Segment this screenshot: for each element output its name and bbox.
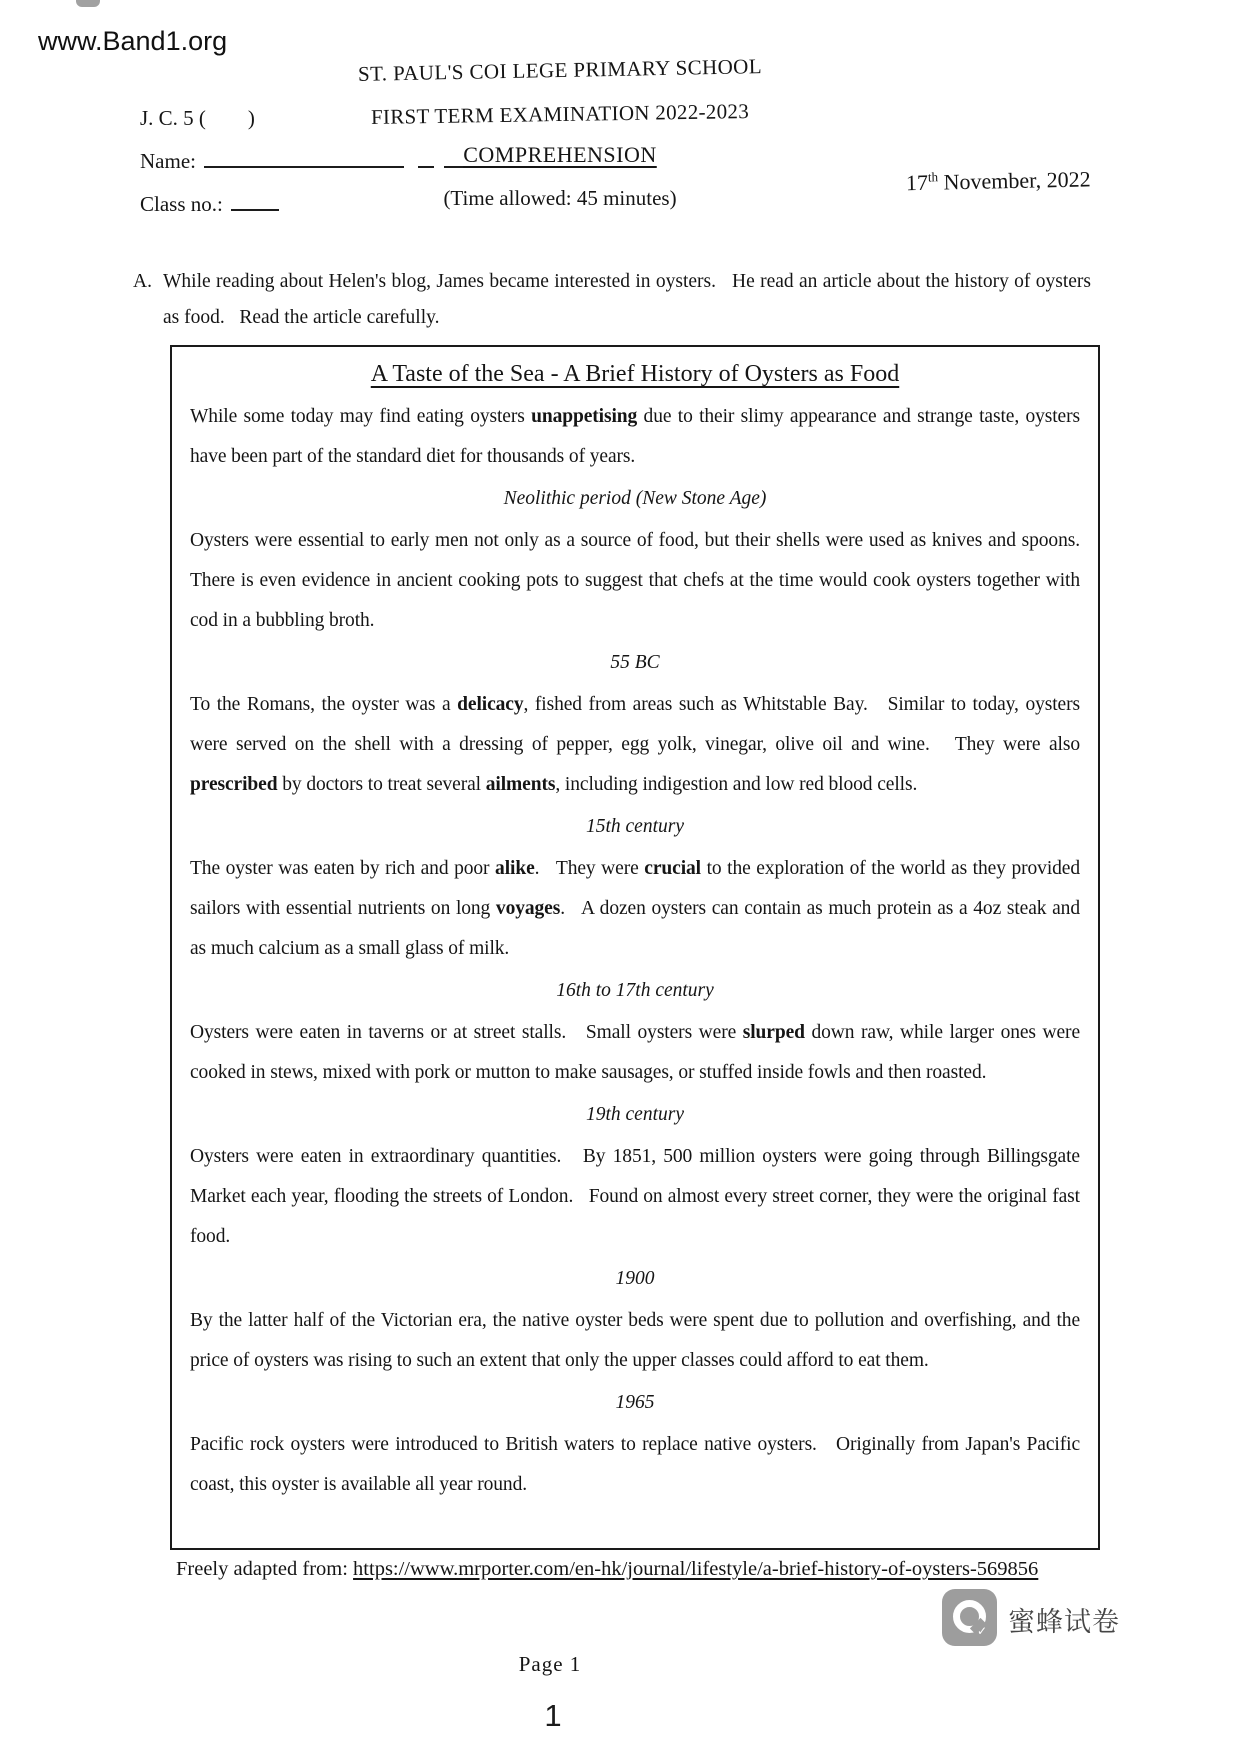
section-a <box>133 264 1096 336</box>
name-label: Name: <box>140 149 196 173</box>
era-heading-16th-17th-century: 16th to 17th century <box>556 980 714 1001</box>
era-paragraph-16th-17th-century: Oysters were eaten in taverns or at street stalls. Small oysters were slurped down raw, while larger ones were cooked in stews, mixed with pork or mutton to make sausages, or stuffed inside fowls and then roasted. <box>190 1022 1085 1083</box>
class-no-label: Class no.: <box>140 192 223 216</box>
article-intro-paragraph: While some today may find eating oysters unappetising due to their slimy appearance and strange taste, oysters have been part of the standard diet for thousands of years. <box>190 406 1085 467</box>
era-heading-15th-century: 15th century <box>585 816 684 837</box>
era-heading-neolithic: Neolithic period (New Stone Age) <box>503 488 767 509</box>
article-title: A Taste of the Sea - A Brief History of Oysters as Food <box>370 361 900 387</box>
class-line: J. C. 5 ( ) <box>140 106 255 130</box>
bee-icon-checkmark: ✓ <box>976 1624 987 1638</box>
exam-title: FIRST TERM EXAMINATION 2022-2023 <box>370 99 750 129</box>
subject-title: COMPREHENSION <box>463 142 657 167</box>
time-allowed: (Time allowed: 45 minutes) <box>443 186 677 210</box>
watermark-text: www.Band1.org <box>38 26 228 56</box>
exam-date <box>906 166 1091 196</box>
era-paragraph-19th-century: Oysters were eaten in extraordinary quantities. By 1851, 500 million oysters were going through Billingsgate Market each year, flooding the streets of London. Found on almost every street corner, they were the original fast food. <box>190 1146 1085 1247</box>
brand-name: 蜜蜂试卷 <box>1008 1607 1120 1637</box>
article-box <box>170 345 1100 1550</box>
era-paragraph-55bc: To the Romans, the oyster was a delicacy, fished from areas such as Whitstable Bay. Similar to today, oysters were served on the shell with a dressing of pepper, egg yolk, vinegar, olive oil and wine. They were also prescribed by doctors to treat several ailments, including indigestion and low red blood cells. <box>190 694 1085 795</box>
scan-artifact-mark <box>76 0 100 7</box>
page-label: Page 1 <box>518 1652 582 1676</box>
era-heading-55bc: 55 BC <box>610 652 660 673</box>
era-heading-1900: 1900 <box>615 1268 655 1289</box>
section-a-label: A. <box>133 271 152 292</box>
page-number: 1 <box>544 1698 562 1733</box>
source-url: https://www.mrporter.com/en-hk/journal/lifestyle/a-brief-history-of-oysters-569856 <box>353 1558 1039 1580</box>
source-attribution <box>176 1558 1038 1581</box>
date-month-year: November, 2022 <box>937 166 1091 195</box>
date-ordinal: th <box>927 169 939 185</box>
school-name: ST. PAUL'S COI LEGE PRIMARY SCHOOL <box>357 54 763 86</box>
era-heading-19th-century: 19th century <box>585 1104 684 1125</box>
bee-exam-app-icon <box>942 1589 997 1646</box>
section-a-instructions: While reading about Helen's blog, James became interested in oysters. He read an article about the history of oysters as food. Read the article carefully. <box>163 271 1096 328</box>
era-paragraph-15th-century: The oyster was eaten by rich and poor alike. They were crucial to the exploration of the world as they provided sailors with essential nutrients on long voyages. A dozen oysters can contain as much protein as a 4oz steak and as much calcium as a small glass of milk. <box>190 858 1085 959</box>
era-paragraph-1965: Pacific rock oysters were introduced to British waters to replace native oysters. Originally from Japan's Pacific coast, this oyster is available all year round. <box>190 1434 1085 1495</box>
source-prefix: Freely adapted from: <box>176 1558 354 1580</box>
era-heading-1965: 1965 <box>615 1392 655 1413</box>
era-paragraph-neolithic: Oysters were essential to early men not only as a source of food, but their shells were used as knives and spoons. There is even evidence in ancient cooking pots to suggest that chefs at the time would cook oysters together with cod in a bubbling broth. <box>190 530 1095 631</box>
date-day: 17 <box>905 169 929 196</box>
era-paragraph-1900: By the latter half of the Victorian era, the native oyster beds were spent due to pollution and overfishing, and the price of oysters was rising to such an extent that only the upper classes could afford to eat them. <box>190 1310 1085 1371</box>
